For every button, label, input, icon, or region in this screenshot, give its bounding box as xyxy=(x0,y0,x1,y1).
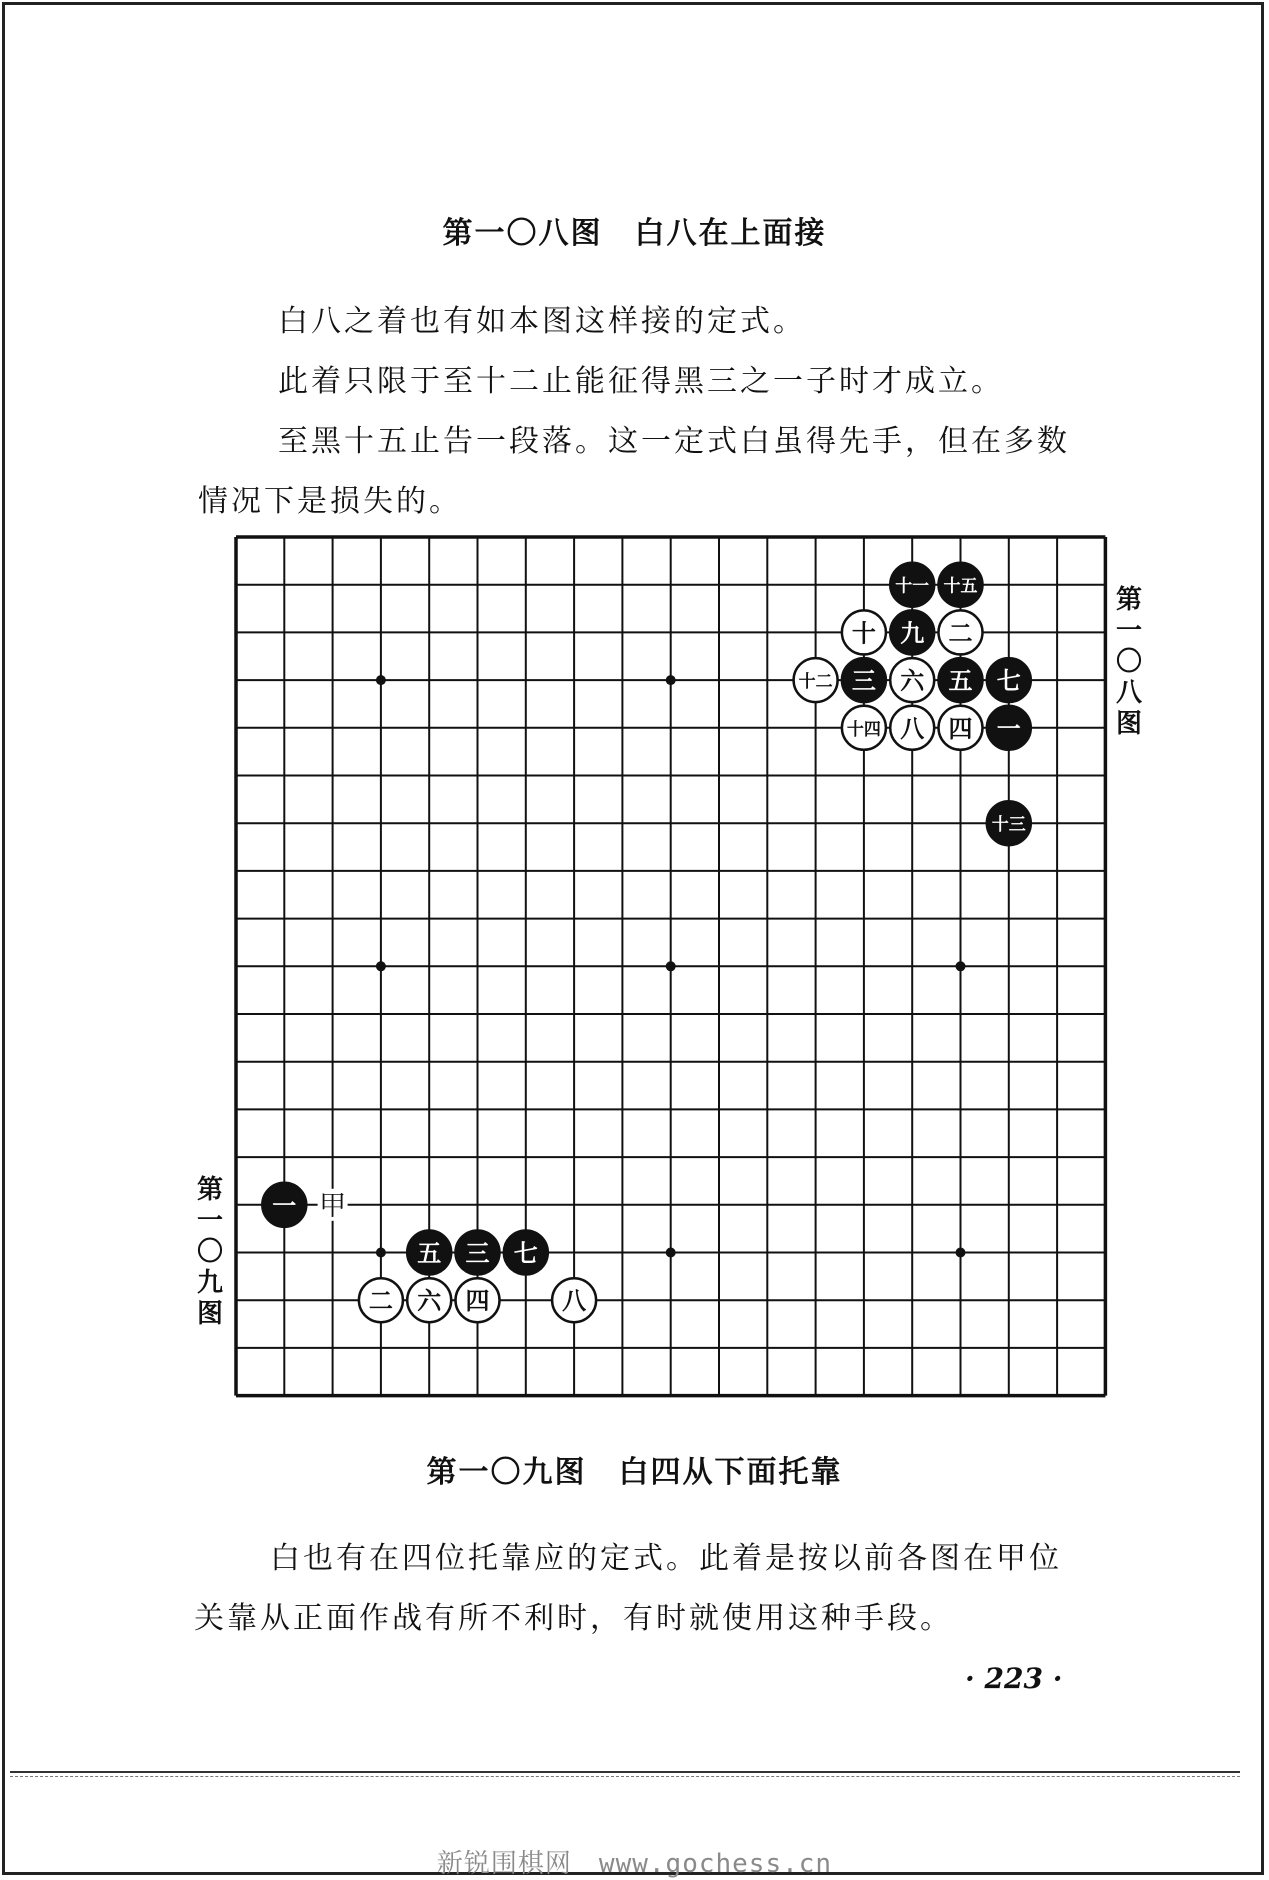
stone-label: 六 xyxy=(900,667,925,696)
stone-label: 五 xyxy=(417,1239,442,1268)
figure-108-title: 第一〇八图 白八在上面接 xyxy=(442,216,827,251)
footer-rule xyxy=(10,1771,1240,1773)
watermark: 新锐围棋网 www.gochess.cn xyxy=(436,1849,833,1879)
stone-label: 四 xyxy=(465,1287,490,1316)
paragraph-line: 情况下是损失的。 xyxy=(198,484,462,519)
stone-label: 一 xyxy=(272,1191,297,1220)
stone-label: 二 xyxy=(368,1287,393,1316)
stone-label: 五 xyxy=(948,667,973,696)
paragraph-line: 至黑十五止告一段落。这一定式白虽得先手，但在多数 xyxy=(278,424,1070,459)
stone-label: 十三 xyxy=(991,815,1026,836)
paragraph-line: 此着只限于至十二止能征得黑三之一子时才成立。 xyxy=(278,364,1004,399)
side-char: 图 xyxy=(196,1299,223,1329)
stone-label: 六 xyxy=(417,1287,442,1316)
figure-108-side-label xyxy=(1112,585,1146,740)
side-char: 八 xyxy=(1115,678,1142,708)
star-point xyxy=(376,961,386,971)
page-number: · 223 · xyxy=(965,1662,1063,1695)
side-char: 〇 xyxy=(196,1237,223,1267)
stone-label: 七 xyxy=(996,667,1021,696)
footer-rule-dashed xyxy=(10,1776,1240,1777)
star-point xyxy=(666,1248,676,1258)
stone-label: 十 xyxy=(851,619,876,648)
star-point xyxy=(666,961,676,971)
side-char: 〇 xyxy=(1115,647,1142,677)
paragraph-line: 白八之着也有如本图这样接的定式。 xyxy=(278,304,806,339)
side-char: 第 xyxy=(1115,585,1142,615)
star-point xyxy=(956,961,966,971)
star-point xyxy=(956,1248,966,1258)
star-point xyxy=(376,1248,386,1258)
stone-label: 十一 xyxy=(895,576,930,597)
figure-109-paragraph xyxy=(194,1529,1062,1649)
stone-label: 四 xyxy=(948,714,973,743)
side-char: 一 xyxy=(1115,616,1142,646)
stone-label: 八 xyxy=(900,714,925,743)
paragraph-line: 白也有在四位托靠应的定式。此着是按以前各图在甲位 xyxy=(270,1541,1062,1576)
side-char: 图 xyxy=(1115,709,1142,739)
paragraph-line: 关靠从正面作战有所不利时，有时就使用这种手段。 xyxy=(194,1601,953,1636)
stone-label: 三 xyxy=(465,1239,490,1268)
stone-label: 十二 xyxy=(798,672,833,693)
marker-label: 甲 xyxy=(319,1190,347,1222)
star-point xyxy=(666,675,676,685)
stone-label: 十五 xyxy=(943,576,978,597)
stone-label: 八 xyxy=(562,1287,587,1316)
figure-109-side-label xyxy=(193,1175,227,1330)
figure-109-title: 第一〇九图 白四从下面托靠 xyxy=(426,1455,843,1490)
side-char: 第 xyxy=(196,1175,223,1205)
stone-label: 二 xyxy=(948,619,973,648)
side-char: 九 xyxy=(196,1268,223,1298)
stone-label: 一 xyxy=(996,714,1021,743)
stone-label: 九 xyxy=(900,619,925,648)
star-point xyxy=(376,675,386,685)
stone-label: 三 xyxy=(851,667,876,696)
side-char: 一 xyxy=(196,1206,223,1236)
stone-label: 七 xyxy=(513,1239,538,1268)
stone-label: 十四 xyxy=(846,719,881,740)
